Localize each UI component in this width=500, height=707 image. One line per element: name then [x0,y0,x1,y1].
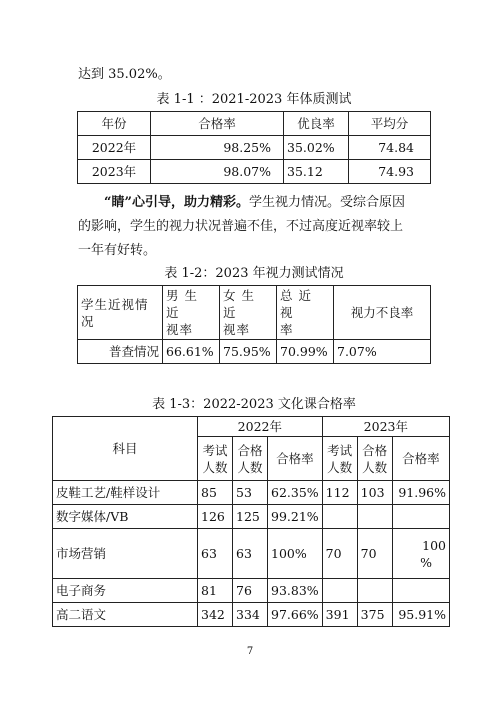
header-cell: 合格率 [151,112,284,136]
table-cell [322,505,357,529]
table-cell: 62.35% [268,481,323,505]
table-cell: 334 [233,603,268,627]
table-header-row [78,286,431,340]
table-cell [392,579,449,603]
table-cell: 数字媒体/VB [53,505,198,529]
table-cell: 普查情况 [78,340,163,364]
table-header-row [53,417,450,437]
header-cell: 学生近视情 况 [78,286,163,340]
header-cell: 科目 [53,417,198,481]
table-row [53,481,450,505]
table-cell: 电子商务 [53,579,198,603]
table-cell: 98.25% [151,136,284,160]
paragraph-line-3: 一年有好转。 [78,243,157,258]
header-cell: 女 生 近 视率 [220,286,277,340]
table-cell: 70 [322,529,357,579]
header-cell: 优良率 [284,112,349,136]
paragraph-line-2: 的影响，学生的视力状况普遍不佳，不过高度近视率较上 [78,219,404,234]
table-cell: 63 [198,529,233,579]
table-cell: 70.99% [277,340,334,364]
header-cell: 年份 [78,112,151,136]
header-cell: 总 近 视 率 [277,286,334,340]
table-header-row [78,112,431,136]
table-cell: 99.21% [268,505,323,529]
table-row [53,529,450,579]
header-cell: 男 生 近 视率 [163,286,220,340]
table-cell: 103 [357,481,392,505]
table-cell: 70 [357,529,392,579]
course-pass-rate-table [52,416,450,627]
table-row [78,160,431,184]
table-cell: 7.07% [334,340,431,364]
table-cell [322,579,357,603]
table-cell: 95.91% [392,603,449,627]
table-cell: 126 [198,505,233,529]
table-cell: 市场营销 [53,529,198,579]
table1-caption: 表 1-1 ：2021-2023 年体质测试 [156,92,352,107]
table-row [53,603,450,627]
fitness-test-table [77,111,431,184]
paragraph-text: 学生视力情况。受综合原因 [248,195,405,210]
table-cell [357,505,392,529]
header-cell: 合格 人数 [357,437,392,481]
table-row [78,136,431,160]
table-cell: 100 % [392,529,449,579]
header-cell: 2022年 [198,417,323,437]
header-cell: 2023年 [322,417,449,437]
table-cell: 35.12 [284,160,349,184]
header-cell: 合格 人数 [233,437,268,481]
table-cell [357,579,392,603]
header-cell: 平均分 [349,112,431,136]
header-cell: 考试 人数 [322,437,357,481]
vision-test-table [77,285,431,364]
table-cell: 125 [233,505,268,529]
table-cell: 391 [322,603,357,627]
table-cell: 66.61% [163,340,220,364]
table-cell: 2023年 [78,160,151,184]
table-row [53,505,450,529]
header-cell: 考试 人数 [198,437,233,481]
paragraph-lead: “睛”心引导，助力精彩。 [104,195,249,210]
table-cell: 74.84 [349,136,431,160]
table-cell: 2022年 [78,136,151,160]
table-cell [392,505,449,529]
table3-caption: 表 1-3：2022-2023 文化课合格率 [152,397,356,412]
header-cell: 合格率 [392,437,449,481]
table-cell: 342 [198,603,233,627]
header-cell: 合格率 [268,437,323,481]
table-cell: 74.93 [349,160,431,184]
table-cell: 63 [233,529,268,579]
header-cell: 视力不良率 [334,286,431,340]
table-cell: 375 [357,603,392,627]
table-row [53,579,450,603]
table-cell: 85 [198,481,233,505]
table-cell: 高二语文 [53,603,198,627]
table-cell: 76 [233,579,268,603]
table-row [78,340,431,364]
table-cell: 91.96% [392,481,449,505]
paragraph-line-1 [104,195,405,211]
table-cell: 93.83% [268,579,323,603]
table-cell: 100% [268,529,323,579]
intro-line: 达到 35.02%。 [78,67,171,82]
table-cell: 112 [322,481,357,505]
table-cell: 35.02% [284,136,349,160]
table-cell: 97.66% [268,603,323,627]
table-cell: 81 [198,579,233,603]
table-cell: 皮鞋工艺/鞋样设计 [53,481,198,505]
table2-caption: 表 1-2：2023 年视力测试情况 [164,266,344,281]
table-cell: 75.95% [220,340,277,364]
table-cell: 98.07% [151,160,284,184]
table-cell: 53 [233,481,268,505]
page-number: 7 [246,646,254,657]
